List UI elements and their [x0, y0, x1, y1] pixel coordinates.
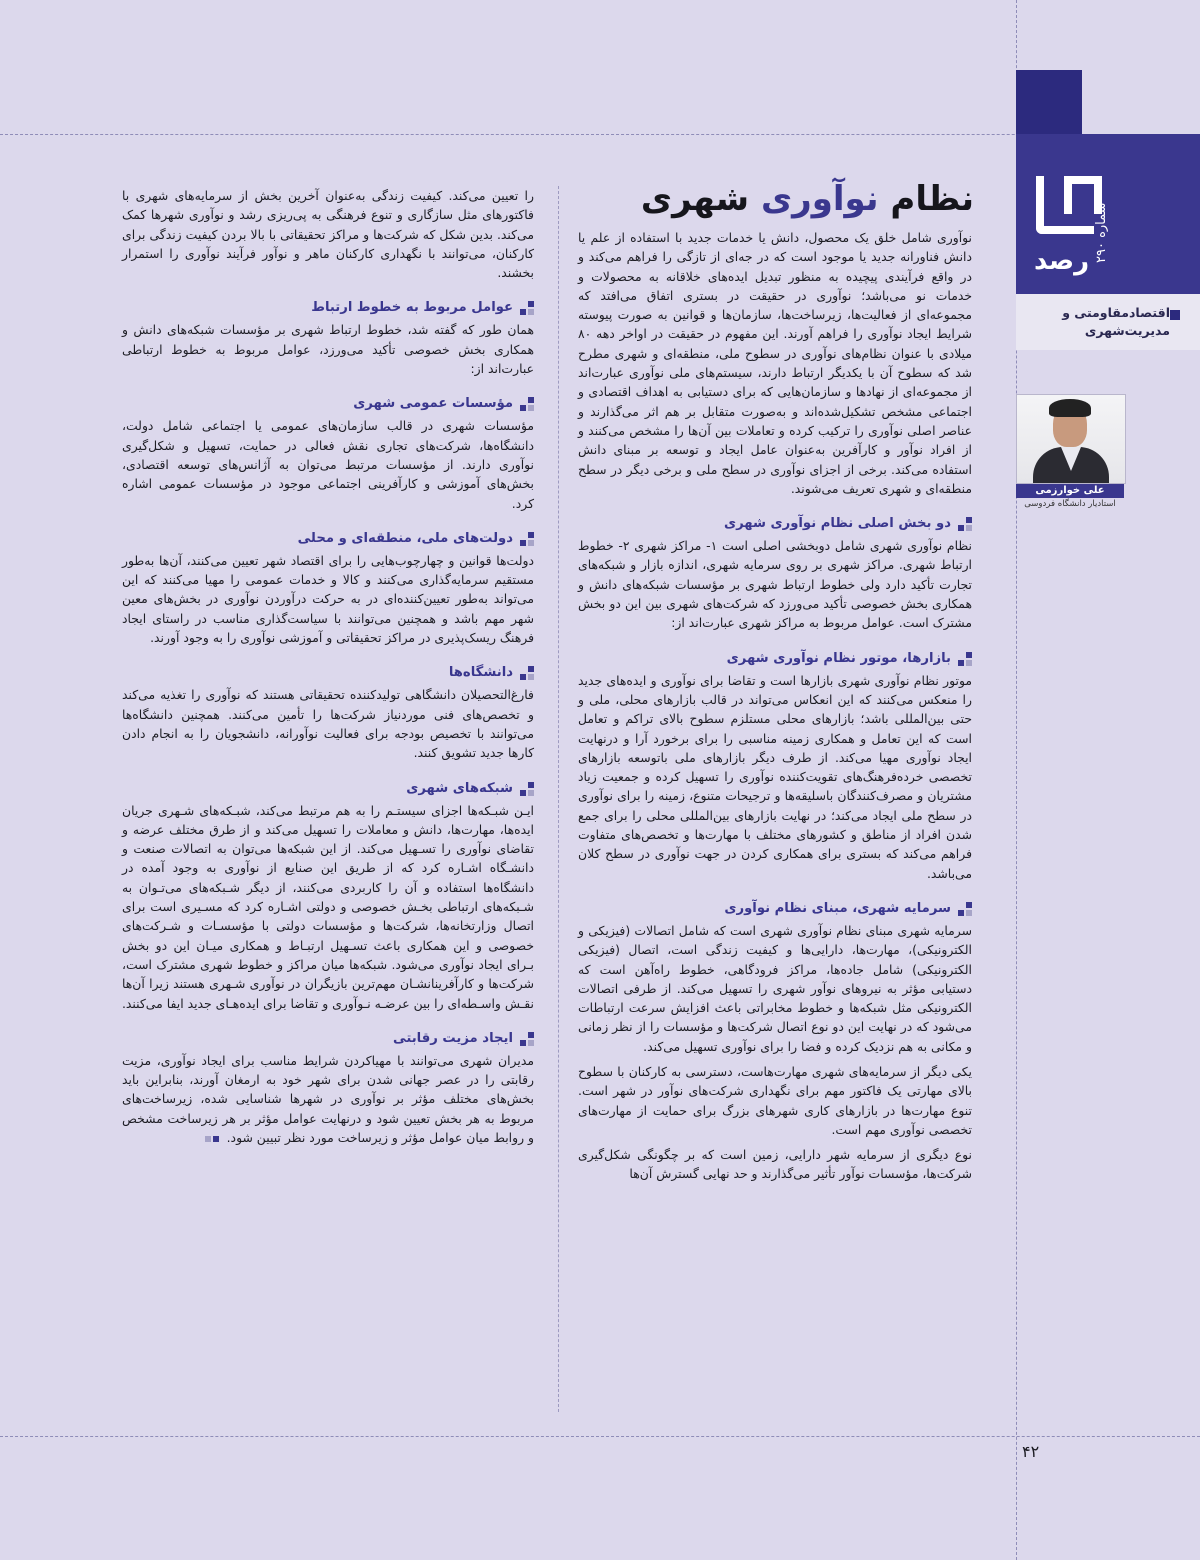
author-photo: [1016, 394, 1126, 484]
paragraph: سرمایه شهری مبنای نظام نوآوری شهری است که شامل اتصالات (فیزیکی و الکترونیکی)، مهارت‌ها، دارایی‌ها و کیفیت زندگی است، اتصال (فیزیکی الکترونیکی) شامل جاده‌ها، مراکز فرودگاهی، خطوط راه‌آهن است که دستیابی مؤثر به نیروهای نوآور شهری را تسهیل می‌کند. از طرفی اتصالات الکترونیکی مثل شبکه‌ها و خطوط مخابراتی باعث افزایش سرعت ارتباطات می‌شود که در نهایت این دو نوع اتصال شرکت‌ها و مؤسسات را از نظر زمانی و مکانی به هم نزدیک کرده و فضا را برای نوآوری تسهیل می‌کند.: [578, 922, 972, 1054]
heading-bullet-icon: [520, 782, 534, 796]
decorative-square: [1016, 70, 1082, 134]
page-number: ۴۲: [1022, 1442, 1040, 1461]
paragraph: مؤسسات شهری در قالب سازمان‌های عمومی یا اجتماعی شامل دولت، دانشگاه‌ها، شرکت‌های تجاری نقش فعالی در حمایت، تسهیل و شکل‌گیری نوآوری دارند. از مؤسسات مرتبط می‌توان به آژانس‌های توسعه اقتصادی، بخش‌های آموزشی و کارآفرینی اجتماعی موجود در مؤسسات عمومی اشاره کرد.: [122, 418, 534, 511]
bottom-divider-line: [0, 1436, 1200, 1437]
heading-text: عوامل مربوط به خطوط ارتباط: [311, 300, 513, 316]
heading-text: سرمایه شهری، مبنای نظام نوآوری: [724, 900, 951, 916]
heading-bullet-icon: [520, 1032, 534, 1046]
paragraph: همان طور که گفته شد، خطوط ارتباط شهری بر مؤسسات شبکه‌های دانش و همکاری بخش خصوصی تأکید می‌ورزد، عوامل مربوط به خطوط ارتباطی عبارت‌اند از:: [122, 322, 534, 377]
heading-markets: [578, 649, 972, 669]
right-column: [578, 228, 972, 1190]
author-name: علی خوارزمی: [1016, 484, 1124, 498]
column-divider: [558, 186, 559, 1412]
paragraph: دولت‌ها قوانین و چهارچوب‌هایی را برای اقتصاد شهر تعیین می‌کنند، آن‌ها به‌طور مستقیم سرمایه‌گذاری می‌کنند و کالا و خدمات عمومی را مهیا می‌کنند که این می‌تواند به‌طور تعیین‌کننده‌ای در به حرکت درآوردن نوآوری در بخش‌های معین شهر مهم باشد و همچنین می‌توانند با سیاست‌گذاری مناسب در راستای ایجاد فرهنگ ریسک‌پذیری در مراکز تحقیقاتی و آموزشی نوآوری را به وجود آورند.: [122, 552, 534, 646]
heading-text: بازارها، موتور نظام نوآوری شهری: [726, 650, 951, 666]
heading-bullet-icon: [958, 652, 972, 666]
last-paragraph: [122, 1051, 534, 1147]
section-label: اقتصادمقاومتی و مدیریت‌شهری: [1062, 305, 1170, 338]
paragraph: موتور نظام نوآوری شهری بازارها است و تقاضا برای نوآوری و ایده‌های جدید را منعکس می‌کنند که این انعکاس می‌تواند در قالب بازارهای محلی، ملی و حتی بین‌المللی باشد؛ بازارهای محلی مستلزم سطوح بالای تراکم و تعامل است که این تعامل و همکاری زمینه مناسبی را برای برخورد آرا و درنهایت ایجاد نوآوری مهیا می‌کند. از طرف دیگر بازارهای ملی باتوسعه بازارهای تخصصی خرده‌فرهنگ‌های تقویت‌کننده نوآوری را تسهیل کرده و جمعیت زیاد مشتریان و مصرف‌کنندگان باسلیقه‌ها و ترجیحات متنوع، زمینه را برای نوآوری در سطح ملی ایجاد می‌کند؛ در نهایت بازارهای بین‌المللی محلی را برای جمع شدن افراد از مناطق و کشورهای مختلف با مهارت‌ها و تخصص‌های متفاوت فراهم می‌کند که بستری برای همکاری کردن در جهت نوآوری در سطح کلان می‌باشد.: [578, 672, 972, 881]
heading-bullet-icon: [958, 902, 972, 916]
heading-text: دو بخش اصلی نظام نوآوری شهری: [723, 516, 951, 532]
heading-gov: [122, 529, 534, 549]
heading-bullet-icon: [520, 301, 534, 315]
heading-links: [122, 298, 534, 318]
heading-text: دانشگاه‌ها: [448, 665, 513, 681]
heading-bullet-icon: [520, 666, 534, 680]
paragraph: نظام نوآوری شهری شامل دوبخشی اصلی است ۱- مراکز شهری ۲- خطوط ارتباط شهری. مراکز شهری بر روی سرمایه شهری، اندازه بازار و شبکه‌های تجارت تأکید دارد ولی خطوط ارتباط شهری بر مؤسسات شبکه‌های دانش و همکاری بخش خصوصی تأکید می‌ورزد که شرکت‌های شهری بین این دو بخش مشترک است. عوامل مربوط به مراکز شهری عبارت‌اند از:: [578, 538, 972, 631]
heading-bullet-icon: [520, 397, 534, 411]
section-bullet-icon: [1170, 310, 1180, 320]
article-title: [641, 176, 974, 222]
paragraph: را تعیین می‌کند. کیفیت زندگی به‌عنوان آخرین بخش از سرمایه‌های شهری با فاکتورهای مثل سازگاری و تنوع فرهنگی به پی‌ریزی رشد و نوآوری شهرها کمک می‌کند. بدین شکل که شرکت‌ها و مراکز تحقیقاتی با بالا بردن کیفیت زندگی برای کارکنان، می‌توانند با نگهداری کارکنان ماهر و نوآور فرآیند نوآوری را استمرار بخشند.: [122, 188, 534, 281]
paragraph: یکی دیگر از سرمایه‌های شهری مهارت‌هاست، دسترسی به کارکنان با سطوح بالای مهارتی یک فاکتور مهم برای نگهداری شرکت‌های نوآور در شهر است. تنوع مهارت‌ها در بازارهای کاری شهرهای بزرگ برای حمایت از مهارت‌های تخصصی نوآوری مهم است.: [578, 1063, 972, 1137]
paragraph-text: مدیران شهری می‌توانند با مهیاکردن شرایط مناسب برای ایجاد نوآوری، مزیت رقابتی را در عصر جهانی شدن برای شهر خود به ارمغان آورند، بنابراین باید بخش‌های مختلف مؤثر بر نوآوری در شهرها شناسایی شده، زیرساخت‌های مربوط به هر بخش تعیین شود و درنهایت عوامل مؤثر بر هر زیرساخت مشخص و روابط میان عوامل مؤثر و زیرساخت مورد نظر تبیین شود.: [122, 1052, 534, 1145]
title-accent: نوآوری: [760, 179, 879, 219]
heading-uni: [122, 663, 534, 683]
paragraph: ایـن شبـکه‌ها اجزای سیستـم را به هم مرتبط می‌کند، شبـکه‌های شـهری جریان ایده‌ها، مهارت‌ها، دانش و معاملات را تسهیل می‌کند و از طرق مختلف عرضه و تقاضای نوآوری را تسـهیل می‌کند. از این شبکه‌ها می‌توان به اتصالات صنعت و دانشـگاه اشـاره کرد که از طریق این صنایع از نوآوری به وجود آمده در دانشگاه‌ها استفاده و آن را کاربردی می‌کنند، از دیگر شـبکه‌های می‌تـوان به شـبکه‌های ارتباطی بخـش خصوصی و دولتی اشـاره کرد که مسـیری است برای اتصال وزارتخانه‌ها، شرکت‌ها و مؤسسات دولتی با مؤسسـات و شـرکت‌های خصوصی و این همکاری باعث تسـهیل ارتبـاط و همکاری میـان این دو بخش بـرای ایجاد نوآوری می‌شود. شبکه‌ها میان مراکز و خطوط شهری مشترک است، شرکت‌ها و کارآفرینانشـان مهم‌ترین بازیگران در نوآوری شـهری هستند زیرا آن‌ها نقـش واسـطه‌ای را بین عرضـه نـوآوری و تقاضا برای ایده‌هـای جدید ایفا می‌کنند.: [121, 802, 534, 1011]
heading-text: ایجاد مزیت رقابتی: [392, 1030, 513, 1046]
issue-number: شماره ۲۹۰: [1094, 202, 1109, 264]
heading-competitive: [122, 1029, 534, 1049]
title-part1: نظام: [890, 179, 974, 219]
magazine-logo-text: رصد: [1034, 246, 1090, 276]
heading-text: شبکه‌های شهری: [406, 780, 513, 796]
left-column: [122, 186, 534, 1153]
end-mark-icon: [205, 1136, 211, 1142]
paragraph: نوع دیگری از سرمایه شهر دارایی، زمین است که بر چگونگی شکل‌گیری شرکت‌ها، مؤسسات نوآور تأثیر می‌گذارند و حد نهایی گسترش آن‌ها: [578, 1147, 972, 1182]
title-part2: شهری: [640, 179, 750, 219]
heading-public: [122, 394, 534, 414]
heading-networks: [122, 779, 534, 799]
end-mark-icon: [213, 1136, 219, 1142]
heading-bullet-icon: [520, 532, 534, 546]
intro-paragraph: نوآوری شامل خلق یک محصول، دانش یا خدمات جدید با استفاده از علم یا دانش فناورانه جدید یا موجود است که در جه‌ای از تازگی را فراهم می‌کند و در واقع فرآیندی پیچیده به منظور تبدیل ایده‌های خلاقانه به محصولات و خدمات نو می‌باشد؛ نوآوری در حقیقت در بستری اتفاق می‌افتد که مجموعه‌ای از فعالیت‌ها، زیرساخت‌ها، سازمان‌ها و قوانین به صورت پیوسته شرایط ایجاد نوآوری را فراهم آورند. این مفهوم در حقیقت در اواخر دهه ۸۰ میلادی با عنوان نظام‌های نوآوری در سطوح ملی، منطقه‌ای و شهری مطرح شد که سطوح آن با یکدیگر ارتباط دارند، سیستم‌های ملی نوآوری عبارت‌اند از مجموعه‌ای از نهادها و سازمان‌هایی که برای دستیابی به اهداف اقتصادی و اجتماعی مشخص تشکیل‌شده‌اند و به‌صورت متقابل بر هم اثر می‌گذارند و عناصر اصلی نوآوری را ترکیب کرده و تعاملات بین آن‌ها را مشخص می‌کنند و از افراد نوآور و کارآفرین به‌عنوان عامل ایجاد و توسعه بر مبنای دانش استفاده می‌کند. برخی از اجزای نوآوری در سطح ملی و برخی دیگر در سطح منطقه‌ای و شهری تعریف می‌شوند.: [578, 230, 972, 496]
paragraph: فارغ‌التحصیلان دانشگاهی تولیدکننده تحقیقاتی هستند که نوآوری را تغذیه می‌کند و تخصص‌های فنی موردنیاز شرکت‌ها را تأمین می‌کنند. همچنین دانشگاه‌ها می‌توانند با تخصیص بودجه برای فعالیت نوآورانه، دانشجویان را به انجام دادن کارها جدید تشویق کنند.: [122, 687, 534, 761]
heading-capital: [578, 899, 972, 919]
heading-bullet-icon: [958, 517, 972, 531]
heading-two-parts: [578, 514, 972, 534]
author-role: استادیار دانشگاه فردوسی: [1024, 499, 1116, 509]
heading-text: دولت‌های ملی، منطقه‌ای و محلی: [297, 530, 513, 546]
heading-text: مؤسسات عمومی شهری: [353, 396, 513, 412]
